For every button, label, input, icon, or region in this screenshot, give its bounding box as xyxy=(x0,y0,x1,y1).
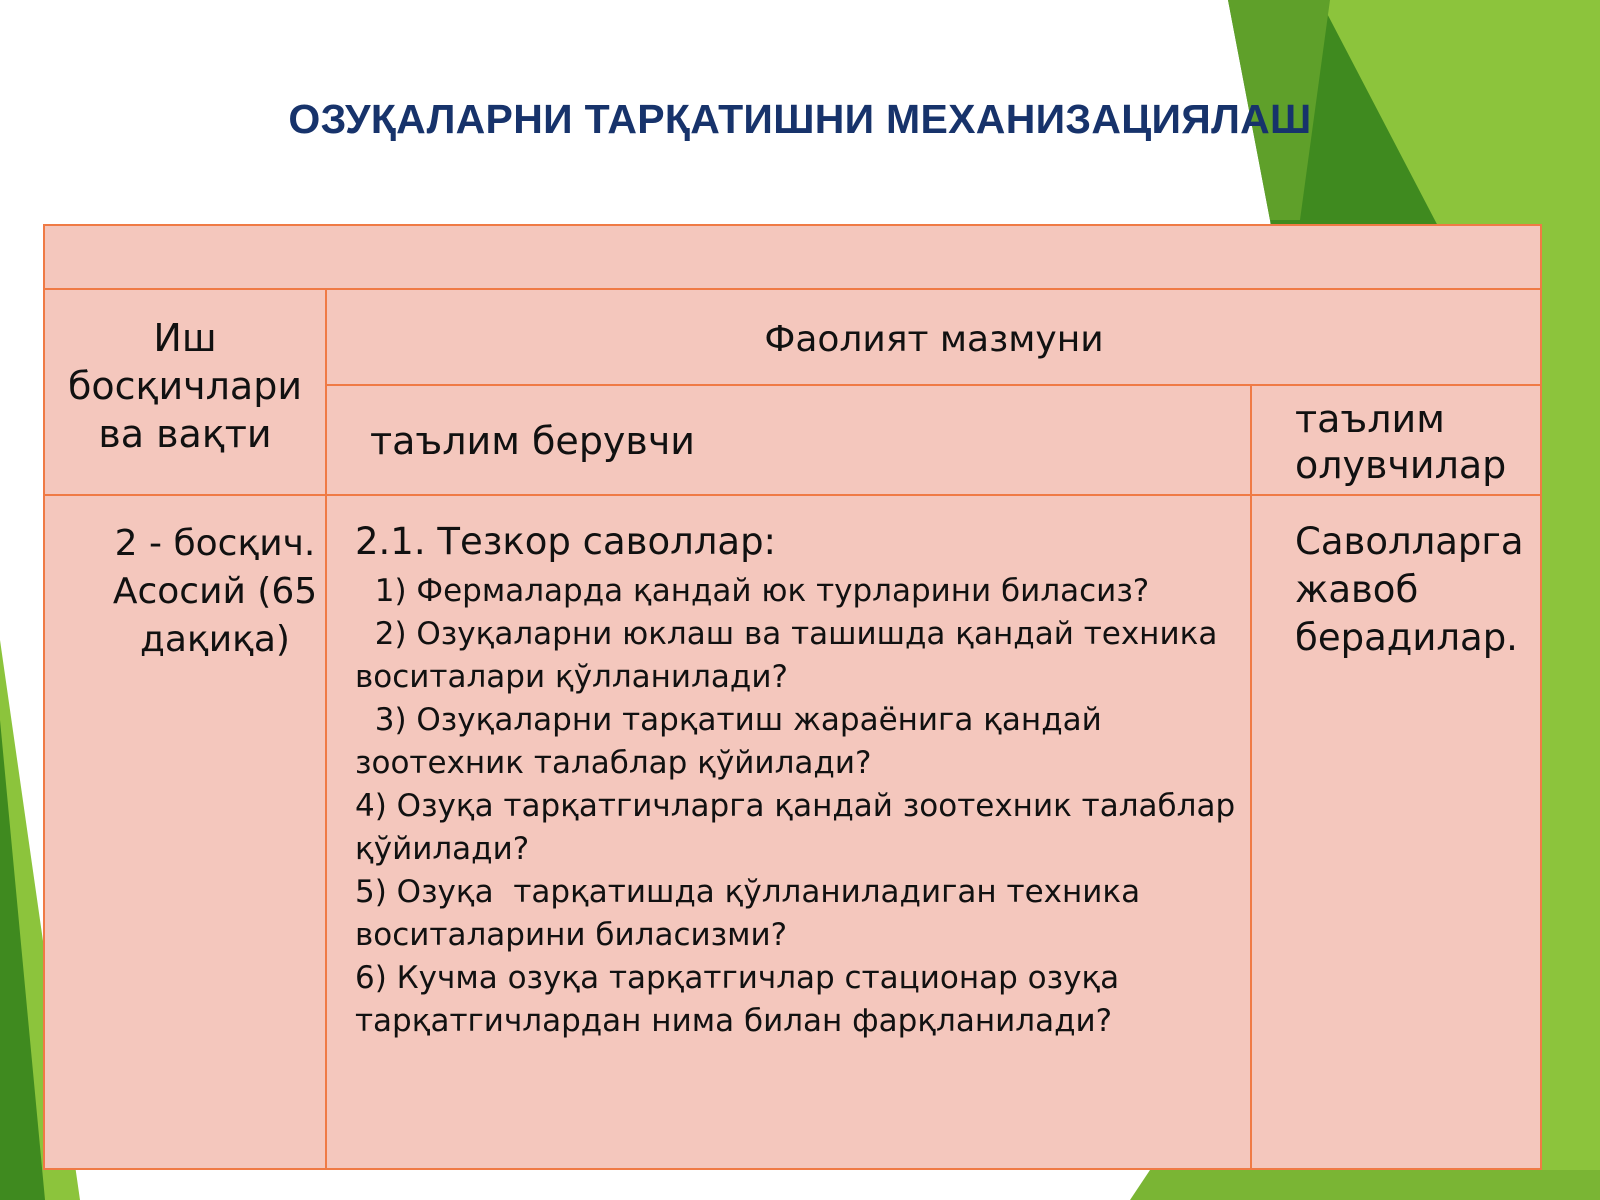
row-divider-top xyxy=(45,288,1540,290)
row-divider-body xyxy=(45,494,1540,496)
question-item: 1) Фермаларда қандай юк турларини биласиз? xyxy=(355,573,1150,609)
question-item: 5) Озуқа тарқатишда қўлланиладиган техника воситаларини биласизми? xyxy=(355,874,1151,953)
question-item: 6) Кучма озуқа тарқатгичлар стационар озуқа тарқатгичлардан нима билан фарқланилади? xyxy=(355,960,1120,1039)
header-teacher-cell: таълим берувчи xyxy=(370,419,695,463)
question-item: 4) Озуқа тарқатгичларга қандай зоотехник талаблар қўйилади? xyxy=(355,788,1236,867)
answer-cell: Саволларга жавоб берадилар. xyxy=(1295,520,1524,659)
lesson-table xyxy=(43,224,1542,1170)
page-title: ОЗУҚАЛАРНИ ТАРҚАТИШНИ МЕХАНИЗАЦИЯЛАШ xyxy=(288,96,1312,142)
question-item: 2) Озуқаларни юклаш ва ташишда қандай техника воситалари қўлланилади? xyxy=(355,616,1228,695)
header-activity-cell: Фаолият мазмуни xyxy=(764,319,1104,360)
content-heading: 2.1. Тезкор саволлар: xyxy=(355,520,777,563)
question-item: 3) Озуқаларни тарқатиш жараёнига қандай зоотехник талаблар қўйилади? xyxy=(355,702,1112,781)
content-cell xyxy=(355,518,1255,1043)
stage-cell: 2 - босқич. Асосий (65 дақиқа) xyxy=(112,523,318,660)
header-students-cell: таълим олувчилар xyxy=(1295,397,1507,487)
row-divider-subheader xyxy=(327,384,1540,386)
header-stage-cell: Иш босқичлари ва вақти xyxy=(67,316,303,456)
green-shape-bottom-right xyxy=(1130,1170,1600,1200)
col-divider-1 xyxy=(325,288,327,1168)
